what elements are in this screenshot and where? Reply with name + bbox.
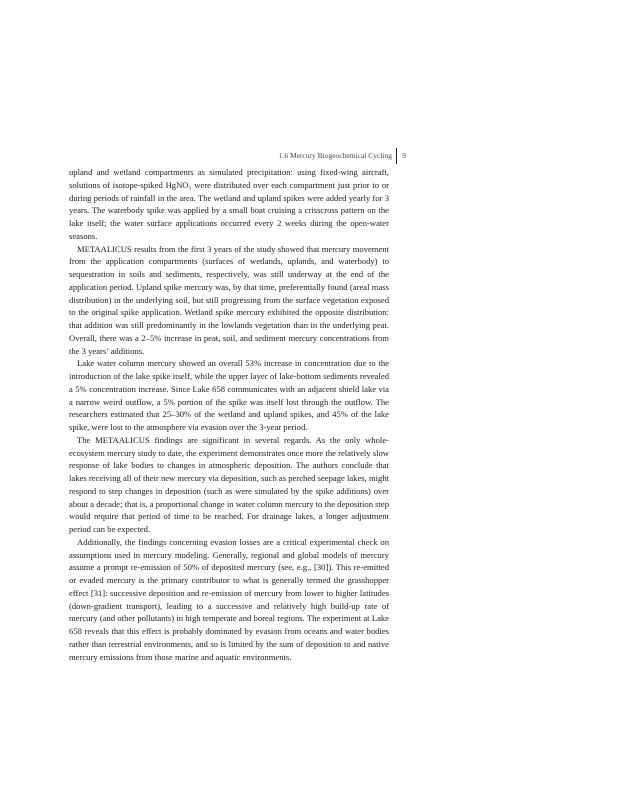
running-header bbox=[69, 148, 406, 164]
running-header-section-title: 1.6 Mercury Biogeochemical Cycling bbox=[278, 151, 392, 160]
paragraph: The METAALICUS findings are significant in several regards. As the only whole-ecosystem mercury study to date, the experiment demonstrates once more the relatively slow response of lake bodies to changes in atmospheric deposition. The authors conclude that lakes receiving all of their new mercury via deposition, such as perched seepage lakes, might respond to step changes in deposition (such as were simulated by the spike additions) over about a decade; that is, a proportional change in water column mercury to the deposition step would require that period of time to be reached. For drainage lakes, a longer adjustment period can be expected. bbox=[69, 434, 389, 534]
body-text bbox=[69, 166, 389, 663]
paragraph: upland and wetland compartments as simulated precipitation: using fixed-wing aircraft, solutions of isotope-spiked HgNO₃ were distributed over each compartment just prior to or during periods of rainfall in the area. The wetland and upland spikes were added yearly for 3 years. The waterbody spike was applied by a small boat cruising a crisscross pattern on the lake itself; the water surface applications occurred every 2 weeks during the open-water seasons. bbox=[69, 167, 389, 241]
paragraph: Lake water column mercury showed an overall 53% increase in concentration due to the introduction of the lake spike itself, while the upper layer of lake-bottom sediments revealed a 5% concentration increase. Since Lake 658 communicates with an adjacent shield lake via a narrow weird outflow, a 5% portion of the spike was itself lost through the outflow. The researchers estimated that 25–30% of the wetland and upland spikes, and 45% of the lake spike, were lost to the atmosphere via evasion over the 3-year period. bbox=[69, 358, 389, 432]
paragraph: Additionally, the findings concerning evasion losses are a critical experimental check on assumptions used in mercury modeling. Generally, regional and global models of mercury assume a prompt re-emission of 50% of deposited mercury (see, e.g., [30]). This re-emitted or evaded mercury is the primary contributor to what is generally termed the grasshopper effect [31]: successive deposition and re-emission of mercury from lower to higher latitudes (down-gradient transport), leading to a successive and relatively high build-up rate of mercury (and other pollutants) in high temperate and boreal regions. The experiment at Lake 658 reveals that this effect is probably dominated by evasion from oceans and water bodies rather than terrestrial environments, and so is limited by the sum of deposition to and native mercury emissions from those marine and aquatic environments. bbox=[69, 536, 389, 662]
page-number: 9 bbox=[402, 151, 406, 160]
header-divider bbox=[396, 148, 397, 164]
paragraph: METAALICUS results from the first 3 years of the study showed that mercury movement from the application compartments (surfaces of wetlands, uplands, and waterbody) to sequestration in soils and sediments, respectively, was still underway at the end of the application period. Upland spike mercury was, by that time, preferentially found (areal mass distribution) in the underlying soil, but still progressing from the surface vegetation exposed to the original spike application. Wetland spike mercury exhibited the opposite distribution: that addition was still predominantly in the lowlands vegetation than in the underlying peat. Overall, there was a 2–5% increase in peat, soil, and sediment mercury concentrations from the 3 years’ additions. bbox=[69, 243, 389, 356]
